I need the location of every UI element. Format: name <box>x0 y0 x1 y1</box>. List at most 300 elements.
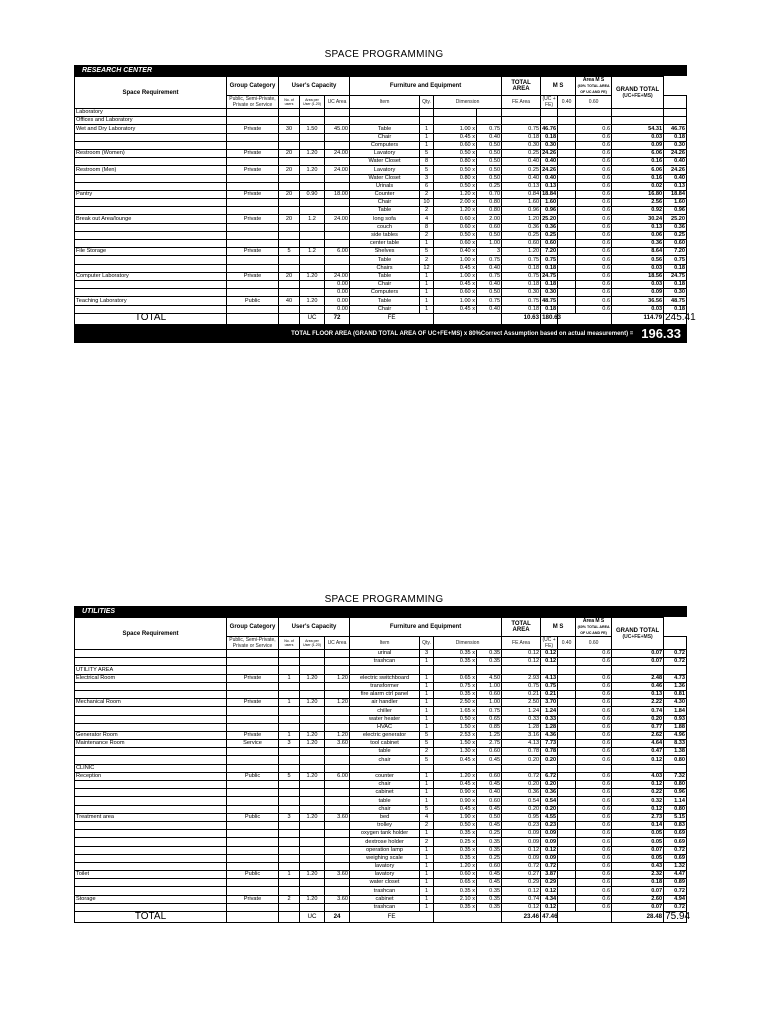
dim-length: 0.60 x <box>434 871 477 879</box>
dim-length: 2.53 x <box>434 731 477 739</box>
space-name <box>75 231 227 239</box>
dim-length: 1.20 x <box>434 862 477 870</box>
dim-separator: x <box>470 223 476 230</box>
uc-area: 1.20 <box>325 699 350 707</box>
grand-total: 0.81 <box>664 690 687 698</box>
users-capacity-header: User's Capacity <box>279 618 350 637</box>
group-category <box>227 723 279 731</box>
grand-total: 5.15 <box>664 813 687 821</box>
uc-area <box>325 838 350 846</box>
dim-separator: x <box>470 158 476 165</box>
no-of-users-header: No. of users <box>279 96 300 109</box>
no-of-users: 30 <box>279 125 300 133</box>
dim-width: 0.50 <box>477 141 502 149</box>
area-ms-header: Area M S (60% TOTAL AREA OF UC AND FE) <box>577 77 610 94</box>
area-ms: 0.13 <box>612 690 664 698</box>
space-name <box>75 650 227 658</box>
total-blank <box>227 912 279 923</box>
dim-width: 0.35 <box>477 658 502 666</box>
space-name: File Storage <box>75 248 227 256</box>
ms-factor: 0.6 <box>576 740 612 748</box>
ms-a-cell <box>558 781 576 789</box>
item: table <box>350 748 420 756</box>
ms-a-header: 0.40 <box>558 96 576 109</box>
dim-width <box>477 666 502 674</box>
dimension-header: Dimension <box>434 96 502 109</box>
item: operation lamp <box>350 846 420 854</box>
uc-area <box>325 207 350 215</box>
item: side tables <box>350 231 420 239</box>
uc-area: 24.00 <box>325 149 350 157</box>
area-per-user: 1.20 <box>300 740 325 748</box>
group-category <box>227 223 279 231</box>
space-name: Restroom (Women) <box>75 149 227 157</box>
group-category: Private <box>227 731 279 739</box>
dim-width: 0.45 <box>477 805 502 813</box>
fe-area: 0.30 <box>502 141 541 149</box>
dim-separator: x <box>470 871 476 878</box>
total-area: 0.25 <box>541 231 558 239</box>
ms-factor: 0.6 <box>576 846 612 854</box>
fe-area: 0.36 <box>502 223 541 231</box>
uc-area <box>325 887 350 895</box>
table-row <box>75 764 687 772</box>
dim-separator: x <box>470 813 476 820</box>
uc-area <box>325 846 350 854</box>
dim-length: 0.35 x <box>434 650 477 658</box>
item: weighing scale <box>350 854 420 862</box>
table-row <box>75 789 687 797</box>
area-per-user <box>300 690 325 698</box>
uc-area <box>325 723 350 731</box>
total-blank <box>227 313 279 324</box>
qty: 3 <box>420 174 434 182</box>
ms-factor: 0.6 <box>576 149 612 157</box>
uc-area <box>325 854 350 862</box>
ms-factor: 0.6 <box>576 903 612 911</box>
fe-area: 0.12 <box>502 650 541 658</box>
qty: 2 <box>420 748 434 756</box>
dim-length: 0.35 x <box>434 903 477 911</box>
qty <box>420 666 434 674</box>
total-area: 0.12 <box>541 903 558 911</box>
no-of-users: 1 <box>279 871 300 879</box>
area-ms: 0.09 <box>612 141 664 149</box>
group-category <box>227 781 279 789</box>
qty: 1 <box>420 707 434 715</box>
group-category: Private <box>227 895 279 903</box>
item: Table <box>350 125 420 133</box>
ms-a-cell <box>558 297 576 305</box>
no-of-users <box>279 682 300 690</box>
space-name: UTILITY AREA <box>75 666 227 674</box>
area-ms: 8.64 <box>612 248 664 256</box>
dim-length: 0.65 x <box>434 879 477 887</box>
item: long sofa <box>350 215 420 223</box>
dim-length: 0.45 x <box>434 280 477 288</box>
grand-total-total: 245.41 <box>665 312 696 324</box>
dim-width: 0.50 <box>477 174 502 182</box>
group-category <box>227 207 279 215</box>
ms-factor: 0.6 <box>576 264 612 272</box>
area-per-user <box>300 240 325 248</box>
table-row <box>75 903 687 911</box>
dim-width: 0.85 <box>477 723 502 731</box>
ms-a-cell <box>558 887 576 895</box>
table-row <box>75 682 687 690</box>
dim-length: 0.45 x <box>434 264 477 272</box>
grand-total: 4.73 <box>664 674 687 682</box>
table-row <box>75 133 687 141</box>
total-blank <box>279 912 300 923</box>
ms-a-cell <box>558 764 576 772</box>
ms-a-cell <box>558 117 576 125</box>
no-of-users <box>279 854 300 862</box>
space-name <box>75 280 227 288</box>
total-area: 1.28 <box>541 723 558 731</box>
area-per-user <box>300 289 325 297</box>
total-area: 0.12 <box>541 887 558 895</box>
space-name <box>75 748 227 756</box>
ms-a-cell <box>558 133 576 141</box>
item: electric switchboard <box>350 674 420 682</box>
ms-factor: 0.6 <box>576 715 612 723</box>
no-of-users: 3 <box>279 813 300 821</box>
area-ms: 2.60 <box>612 895 664 903</box>
total-area: 0.18 <box>541 280 558 288</box>
area-ms-header: Area M S (60% TOTAL AREA OF UC AND FE) <box>577 618 610 635</box>
no-of-users <box>279 821 300 829</box>
table-row <box>75 813 687 821</box>
uc-area <box>325 707 350 715</box>
dim-width: 0.45 <box>477 871 502 879</box>
dim-separator: x <box>470 748 476 755</box>
ms-a-cell <box>558 879 576 887</box>
grand-total: 0.72 <box>664 658 687 666</box>
dim-width: 0.35 <box>477 903 502 911</box>
no-of-users: 20 <box>279 190 300 198</box>
area-per-user <box>300 223 325 231</box>
area-ms-total: 114.79 <box>612 313 664 324</box>
no-of-users: 5 <box>279 772 300 780</box>
dim-length: 0.60 x <box>434 289 477 297</box>
dim-width: 0.80 <box>477 199 502 207</box>
users-capacity-header: User's Capacity <box>279 77 350 96</box>
ms-factor: 0.6 <box>576 280 612 288</box>
total-area: 0.13 <box>541 182 558 190</box>
area-ms: 2.62 <box>612 731 664 739</box>
dim-length: 0.50 x <box>434 231 477 239</box>
item: table <box>350 797 420 805</box>
table-row <box>75 297 687 305</box>
area-ms: 0.06 <box>612 231 664 239</box>
table-row <box>75 895 687 903</box>
no-of-users <box>279 199 300 207</box>
total-area: 0.12 <box>541 658 558 666</box>
dim-length: 1.65 x <box>434 707 477 715</box>
no-of-users: 20 <box>279 149 300 157</box>
dim-length: 1.00 x <box>434 125 477 133</box>
table-row <box>75 740 687 748</box>
space-name <box>75 862 227 870</box>
fe-area: 0.75 <box>502 682 541 690</box>
space-requirement-header: Space Requirement <box>75 77 227 109</box>
ms-factor: 0.6 <box>576 674 612 682</box>
grand-total: 25.20 <box>664 215 687 223</box>
grand-total: 0.80 <box>664 781 687 789</box>
item: Computers <box>350 141 420 149</box>
item: HVAC <box>350 723 420 731</box>
qty: 1 <box>420 141 434 149</box>
space-name <box>75 207 227 215</box>
dim-width: 0.60 <box>477 862 502 870</box>
total-area: 4.55 <box>541 813 558 821</box>
dim-length: 0.60 x <box>434 141 477 149</box>
uc-area: 6.00 <box>325 772 350 780</box>
area-per-user <box>300 109 325 117</box>
group-category <box>227 666 279 674</box>
space-name: CLINIC <box>75 764 227 772</box>
fe-area-header: FE Area <box>502 637 541 650</box>
dim-length: 1.50 x <box>434 740 477 748</box>
total-area: 0.36 <box>541 223 558 231</box>
item: Chair <box>350 199 420 207</box>
group-category <box>227 756 279 764</box>
uc-area <box>325 158 350 166</box>
item: Shelves <box>350 248 420 256</box>
dim-separator: x <box>470 674 476 681</box>
uc-area <box>325 650 350 658</box>
table-row <box>75 772 687 780</box>
item: trashcan <box>350 903 420 911</box>
ms-factor: 0.6 <box>576 781 612 789</box>
ms-b-header: 0.60 <box>576 96 612 109</box>
dim-length: 0.25 x <box>434 838 477 846</box>
total-area: 46.76 <box>542 125 557 132</box>
table-row <box>75 674 687 682</box>
space-name: Teaching Laboratory <box>75 297 227 305</box>
total-area: 4.36 <box>541 731 558 739</box>
ms-a-cell <box>558 166 576 174</box>
grand-total: 0.72 <box>664 846 687 854</box>
grand-total: 0.96 <box>664 207 687 215</box>
fe-area: 0.13 <box>502 182 541 190</box>
qty: 1 <box>420 723 434 731</box>
dim-separator: x <box>470 281 476 288</box>
dim-length: 0.35 x <box>434 658 477 666</box>
fe-area: 0.40 <box>502 158 541 166</box>
dim-separator: x <box>470 232 476 238</box>
area-per-user <box>300 658 325 666</box>
dim-length: 0.35 x <box>434 690 477 698</box>
table-row <box>75 305 687 313</box>
space-programming-table <box>74 76 696 325</box>
dim-separator: x <box>470 207 476 214</box>
total-floor-area-value: 196.33 <box>641 326 681 342</box>
grand-total-total: 75.94 <box>665 910 691 922</box>
group-category-sub: Public, Semi-Private, Private or Service <box>227 637 279 650</box>
fe-area: 1.20 <box>502 215 541 223</box>
space-name <box>75 797 227 805</box>
qty: 5 <box>420 740 434 748</box>
ms-a-cell <box>558 895 576 903</box>
total-area: 3.70 <box>541 699 558 707</box>
fe-area: 0.25 <box>502 166 541 174</box>
no-of-users <box>279 879 300 887</box>
qty: 1 <box>420 903 434 911</box>
grand-total: 1.36 <box>664 682 687 690</box>
area-ms: 0.16 <box>612 174 664 182</box>
uc-area <box>325 223 350 231</box>
item: Chair <box>350 305 420 313</box>
table-row <box>75 650 687 658</box>
ms-a-cell <box>558 650 576 658</box>
uc-area <box>325 781 350 789</box>
qty: 1 <box>420 781 434 789</box>
fe-area: 0.09 <box>502 838 541 846</box>
table-row <box>75 756 687 764</box>
area-ms: 0.03 <box>612 133 664 141</box>
item: trashcan <box>350 658 420 666</box>
fe-total: 23.46 <box>502 912 541 923</box>
table-row <box>75 699 687 707</box>
dim-width: 0.50 <box>477 813 502 821</box>
uc-total: 72 <box>325 313 350 324</box>
fe-area: 0.72 <box>502 862 541 870</box>
grand-total: 0.30 <box>664 141 687 149</box>
ms-factor: 0.6 <box>576 272 612 280</box>
grand-total: 46.76 <box>664 125 687 133</box>
item: Table <box>350 207 420 215</box>
grand-total: 1.84 <box>664 707 687 715</box>
table-row <box>75 248 687 256</box>
no-of-users <box>279 207 300 215</box>
dim-separator: x <box>470 150 476 157</box>
dim-width: 1.25 <box>477 731 502 739</box>
no-of-users <box>279 887 300 895</box>
table-row <box>75 280 687 288</box>
item: electric generator <box>350 731 420 739</box>
qty <box>420 764 434 772</box>
dim-separator: x <box>470 199 476 206</box>
fe-area: 0.30 <box>502 289 541 297</box>
ms-factor <box>576 117 612 125</box>
grand-total: 0.30 <box>664 289 687 297</box>
furniture-header: Furniture and Equipment <box>350 77 502 96</box>
group-category <box>227 199 279 207</box>
table-row <box>75 109 687 117</box>
ms-a-cell <box>558 182 576 190</box>
dim-width <box>477 109 502 117</box>
table-row <box>75 830 687 838</box>
page-title-2: SPACE PROGRAMMING <box>324 594 444 605</box>
qty: 1 <box>420 289 434 297</box>
ms-a-cell <box>558 813 576 821</box>
dim-width: 0.45 <box>477 781 502 789</box>
no-of-users <box>279 289 300 297</box>
ms-factor: 0.6 <box>576 182 612 190</box>
total-blank <box>279 313 300 324</box>
dim-separator: x <box>470 756 476 763</box>
area-per-user <box>300 280 325 288</box>
area-ms: 0.07 <box>612 658 664 666</box>
dim-length: 1.20 x <box>434 772 477 780</box>
item: Computers <box>350 289 420 297</box>
dim-separator: x <box>470 141 476 148</box>
ms-factor: 0.6 <box>576 805 612 813</box>
area-ms: 0.43 <box>612 862 664 870</box>
qty: 1 <box>420 699 434 707</box>
ms-a-cell <box>558 141 576 149</box>
item: transformer <box>350 682 420 690</box>
item: Table <box>350 272 420 280</box>
grand-total: 0.89 <box>664 879 687 887</box>
uc-area <box>325 174 350 182</box>
table-row <box>75 821 687 829</box>
section-label: UTILITIES <box>74 606 687 617</box>
ms-factor: 0.6 <box>576 125 612 133</box>
ms-factor: 0.6 <box>576 789 612 797</box>
total-area-header: TOTAL AREA <box>502 77 541 96</box>
no-of-users <box>279 838 300 846</box>
ms-factor: 0.6 <box>576 297 612 305</box>
table-row <box>75 797 687 805</box>
table-row <box>75 256 687 264</box>
group-category-header: Group Category <box>227 618 279 637</box>
qty-header: Qty. <box>420 637 434 650</box>
total-area: 18.84 <box>542 191 557 198</box>
area-per-user: 1.20 <box>300 895 325 903</box>
dim-separator: x <box>470 215 476 222</box>
total-area: 4.34 <box>541 895 558 903</box>
dim-separator: x <box>470 854 476 861</box>
group-category <box>227 862 279 870</box>
dim-width: 0.25 <box>477 830 502 838</box>
dim-separator: x <box>470 863 476 870</box>
area-per-user <box>300 789 325 797</box>
qty: 1 <box>420 305 434 313</box>
total-area: 0.18 <box>541 133 558 141</box>
dim-length: 2.00 x <box>434 199 477 207</box>
ms-factor: 0.6 <box>576 248 612 256</box>
space-requirement-header: Space Requirement <box>75 618 227 650</box>
page-title: SPACE PROGRAMMING <box>324 49 444 60</box>
table-row <box>75 838 687 846</box>
fe-area <box>502 117 541 125</box>
group-category: Service <box>227 740 279 748</box>
area-ms-blank <box>664 96 687 109</box>
area-per-user: 1.20 <box>300 149 325 157</box>
area-ms-total: 28.48 <box>612 912 664 923</box>
area-ms: 0.05 <box>612 830 664 838</box>
group-category: Private <box>227 674 279 682</box>
total-area: 48.75 <box>542 297 557 304</box>
total-area: 6.72 <box>541 772 558 780</box>
dim-separator: x <box>470 182 476 189</box>
area-per-user: 1.20 <box>300 166 325 174</box>
ms-factor: 0.6 <box>576 240 612 248</box>
no-of-users <box>279 805 300 813</box>
research-table-body <box>75 109 687 314</box>
dim-separator: x <box>470 272 476 279</box>
ms-a-cell <box>558 158 576 166</box>
total-area: 1.60 <box>541 199 558 207</box>
ms-factor <box>576 109 612 117</box>
qty: 1 <box>420 240 434 248</box>
area-per-user <box>300 117 325 125</box>
total-area: 25.20 <box>542 215 557 222</box>
uc-area <box>325 666 350 674</box>
